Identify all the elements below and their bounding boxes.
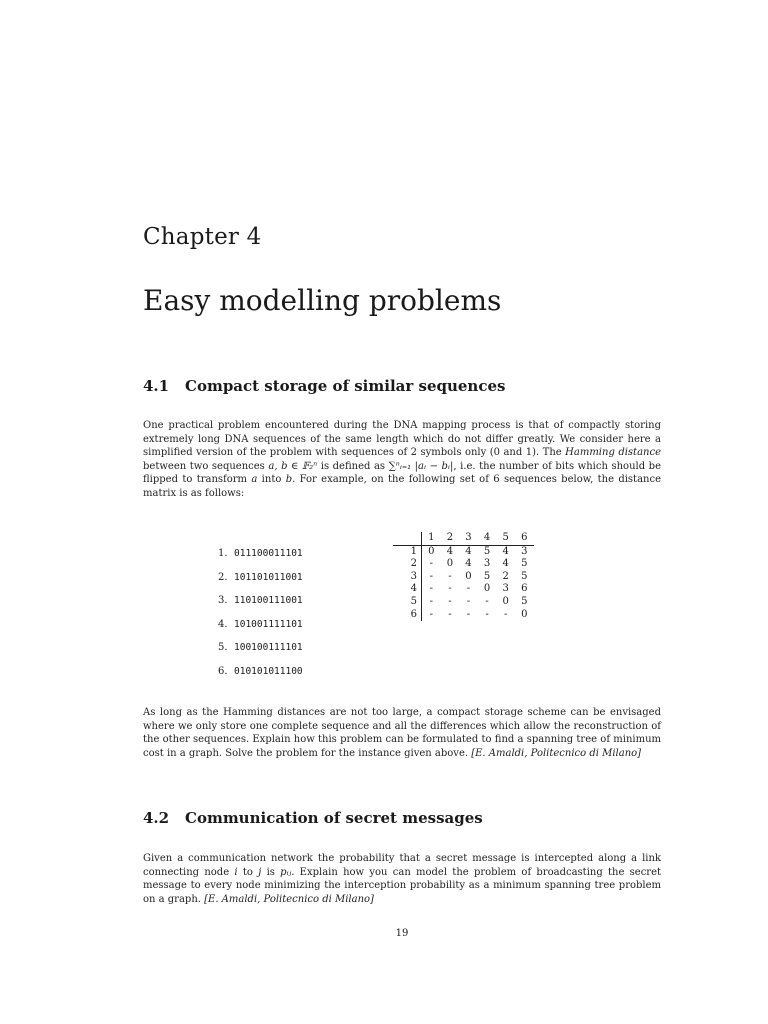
- sequence-index: 4.: [218, 618, 228, 630]
- matrix-cell: 3: [515, 545, 534, 558]
- math-expression: j: [258, 866, 262, 878]
- sequence-index: 3.: [218, 595, 228, 606]
- matrix-cell: -: [448, 570, 452, 582]
- matrix-cell: 0: [521, 608, 528, 620]
- math-expression: a: [251, 474, 258, 485]
- document-page: [143, 0, 663, 1024]
- question-paragraph: [143, 706, 661, 760]
- hamming-distance-term: Hamming distance: [565, 447, 661, 458]
- list-item: [218, 636, 303, 660]
- sequence-bits: 101001111101: [234, 618, 303, 630]
- matrix-cell: -: [429, 595, 433, 607]
- matrix-cell: -: [485, 595, 489, 607]
- chapter-label: Chapter 4: [143, 224, 262, 250]
- matrix-header-row: [393, 532, 534, 545]
- matrix-col-header: 1: [428, 532, 435, 543]
- sequence-bits: 100100111101: [234, 642, 303, 653]
- intro-text: , i.e. the number of bits which should be flipped to transform: [143, 460, 662, 485]
- matrix-cell: 4: [496, 545, 515, 558]
- table-row: [393, 596, 534, 609]
- math-expression: pᵢⱼ: [280, 866, 292, 878]
- matrix-row-label: 1: [393, 545, 422, 558]
- intro-text: into: [257, 474, 286, 485]
- intro-text: . For example, on the following set of 6 sequences below, the distance matrix is as follows:: [143, 474, 661, 499]
- matrix-cell: -: [429, 558, 433, 570]
- matrix-row-label: 4: [393, 583, 422, 596]
- sequence-bits: 101101011001: [234, 571, 303, 583]
- math-expression: ∑ⁿᵢ₌₁ |aᵢ − bᵢ|: [388, 460, 454, 472]
- section-title: Compact storage of similar sequences: [185, 377, 506, 395]
- chapter-title: Easy modelling problems: [143, 284, 502, 317]
- body-text: is: [261, 866, 281, 878]
- matrix-col-header: 5: [502, 532, 509, 543]
- matrix-col-header: 6: [521, 532, 528, 543]
- matrix-cell: -: [503, 608, 508, 620]
- matrix-cell: -: [448, 583, 452, 595]
- matrix-corner: [393, 532, 422, 545]
- sequence-bits: 011100011101: [234, 548, 303, 559]
- sequence-index: 2.: [218, 571, 228, 583]
- matrix-cell: 3: [502, 583, 509, 595]
- matrix-cell: -: [448, 608, 452, 620]
- matrix-cell: -: [448, 595, 452, 607]
- section-heading-4-2: [143, 809, 483, 827]
- matrix-cell: 4: [465, 558, 472, 570]
- page-number: 19: [395, 928, 409, 939]
- intro-text: is defined as: [317, 460, 389, 472]
- body-text: . Explain how you can model the problem of broadcasting the secret message to every node minimizing the interception probability as a minimum spanning tree problem on a graph.: [143, 866, 662, 905]
- table-row: [393, 583, 534, 596]
- intro-text: between two sequences: [143, 460, 269, 472]
- matrix-cell: 0: [446, 558, 454, 570]
- matrix-cell: 4: [459, 545, 478, 558]
- matrix-cell: 5: [483, 570, 491, 582]
- matrix-row-label: 5: [393, 596, 422, 609]
- body-text: to: [237, 866, 259, 878]
- question-text: As long as the Hamming distances are not too large, a compact storage scheme can be envisaged where we only store one complete sequence and all the differences which allow the reconstruction of the other sequences. Explain how this problem can be formulated to find a spanning tree of minimum cost in a graph. Solve the problem for the instance given above.: [143, 707, 661, 759]
- matrix-cell: -: [429, 608, 433, 620]
- matrix-cell: 4: [502, 558, 509, 570]
- table-row: [393, 571, 534, 584]
- sequence-bits: 110100111001: [234, 595, 303, 606]
- matrix-cell: 5: [521, 570, 528, 582]
- matrix-cell: 0: [422, 545, 441, 558]
- section-heading-4-1: [143, 377, 505, 395]
- list-item: [218, 613, 303, 637]
- sequence-list: [218, 542, 303, 683]
- matrix-cell: 4: [441, 545, 460, 558]
- section-number: 4.2: [143, 809, 170, 827]
- sequence-index: 5.: [218, 642, 228, 653]
- intro-paragraph: [143, 419, 661, 500]
- matrix-cell: 3: [483, 558, 491, 570]
- intro-text: One practical problem encountered during the DNA mapping process is that of compactly storing extremely long DNA sequences of the same length which do not differ greatly. We consider here a simplified version of the problem with sequences of 2 symbols only (0 and 1). The: [143, 420, 661, 458]
- matrix-cell: 0: [502, 595, 509, 607]
- list-item: [218, 660, 303, 684]
- matrix-cell: 0: [465, 570, 472, 582]
- matrix-cell: -: [485, 608, 489, 620]
- matrix-cell: 2: [502, 570, 509, 582]
- sequence-index: 1.: [218, 548, 228, 559]
- math-expression: i: [234, 866, 238, 878]
- list-item: [218, 566, 303, 590]
- matrix-cell: -: [466, 608, 471, 620]
- matrix-row-label: 3: [393, 571, 422, 584]
- list-item: [218, 589, 303, 613]
- list-item: [218, 542, 303, 566]
- matrix-row-label: 2: [393, 558, 422, 571]
- sequence-index: 6.: [218, 665, 228, 677]
- matrix-cell: -: [429, 570, 433, 582]
- matrix-cell: 5: [521, 558, 528, 570]
- table-row: [393, 609, 534, 622]
- matrix-row-label: 6: [393, 609, 422, 622]
- matrix-cell: 0: [483, 583, 491, 595]
- matrix-cell: 5: [521, 595, 528, 607]
- matrix-cell: 6: [521, 583, 528, 595]
- citation: [E. Amaldi, Politecnico di Milano]: [204, 893, 374, 905]
- matrix-col-header: 4: [483, 532, 491, 543]
- table-row: [393, 545, 534, 558]
- table-row: [393, 558, 534, 571]
- matrix-cell: 5: [478, 545, 497, 558]
- distance-matrix: [393, 532, 534, 621]
- sequence-bits: 010101011100: [234, 665, 303, 677]
- citation: [E. Amaldi, Politecnico di Milano]: [471, 747, 642, 759]
- secret-messages-paragraph: [143, 852, 661, 906]
- matrix-cell: -: [466, 595, 471, 607]
- matrix-col-header: 2: [446, 532, 454, 543]
- matrix-cell: -: [429, 583, 433, 595]
- section-number: 4.1: [143, 377, 170, 395]
- math-expression: b: [285, 474, 293, 485]
- body-text: Given a communication network the probability that a secret message is intercepted along a link connecting node: [143, 853, 661, 878]
- math-expression: a, b ∈ 𝔽₂ⁿ: [268, 460, 318, 472]
- matrix-cell: -: [466, 583, 471, 595]
- matrix-col-header: 3: [465, 532, 472, 543]
- section-title: Communication of secret messages: [185, 809, 483, 827]
